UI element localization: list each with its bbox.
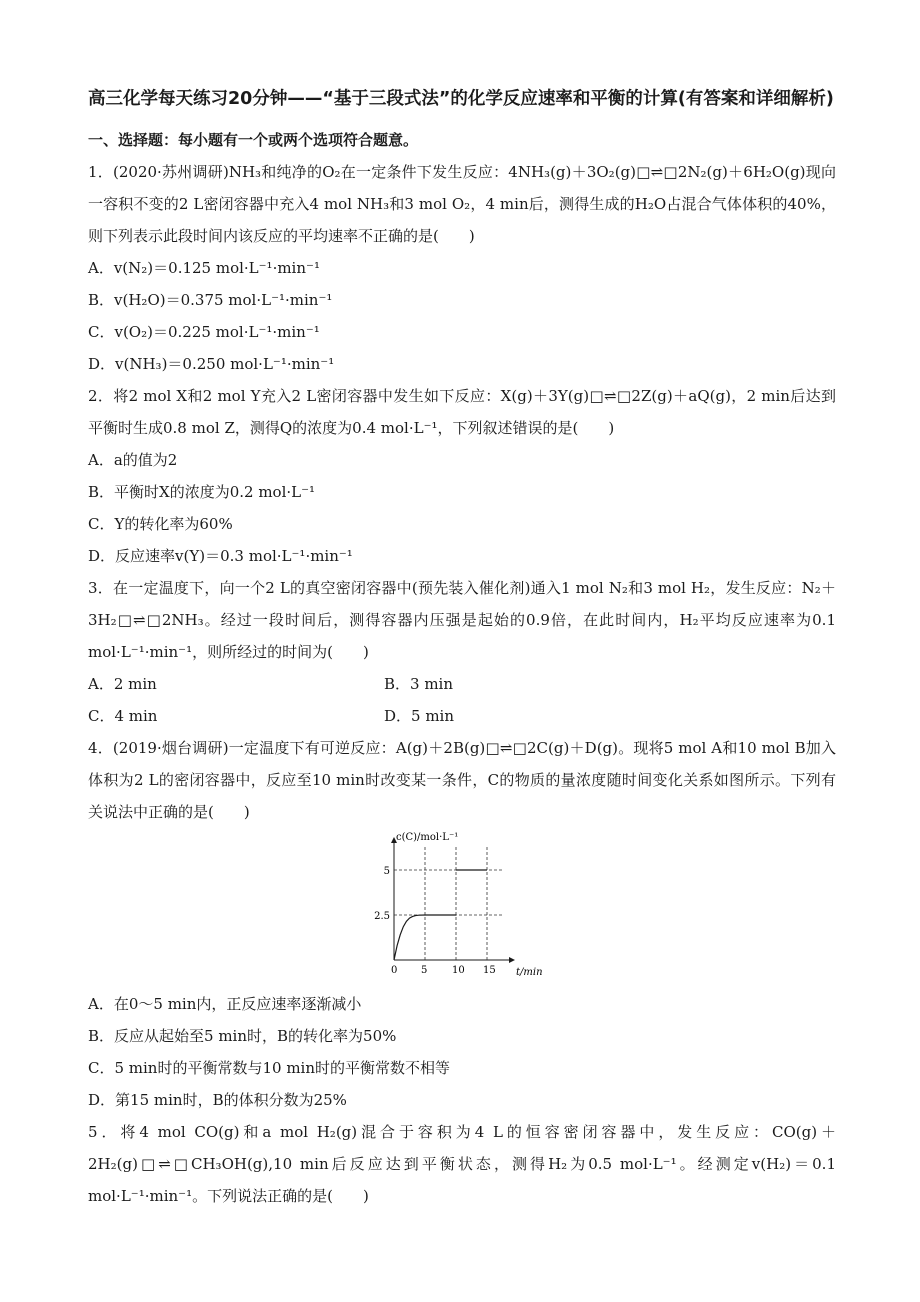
x-tick-label: 15 [483, 965, 496, 976]
question-2-option-b: B．平衡时X的浓度为0.2 mol·L⁻¹ [88, 483, 316, 501]
question-3-option-b: B．3 min [384, 675, 454, 693]
question-3-option-c: C．4 min [88, 707, 158, 725]
question-3-option-d: D．5 min [384, 707, 455, 725]
question-4-stem: 4．(2019·烟台调研)一定温度下有可逆反应：A(g)＋2B(g)□⇌□2C(g)＋D(g)。现将5 mol A和10 mol B加入体积为2 L的密闭容器中，反应至10 min时改变某一条件，C的物质的量浓度随时间变化关系如图所示。下列有关说法中正确的是( ) [88, 739, 836, 821]
y-tick-label: 2.5 [374, 911, 390, 922]
question-3-options-row-1 [88, 668, 836, 700]
question-1-stem: 1．(2020·苏州调研)NH₃和纯净的O₂在一定条件下发生反应：4NH₃(g)＋3O₂(g)□⇌□2N₂(g)＋6H₂O(g)现向一容积不变的2 L密闭容器中充入4 mol NH₃和3 mol O₂，4 min后，测得生成的H₂O占混合气体体积的40%，则下列表示此段时间内该反应的平均速率不正确的是( ) [88, 163, 836, 245]
concentration-chart [366, 832, 556, 980]
question-2-option-d: D．反应速率v(Y)＝0.3 mol·L⁻¹·min⁻¹ [88, 547, 353, 565]
y-axis-label: c(C)/mol·L⁻¹ [396, 832, 459, 843]
x-axis-label: t/min [516, 967, 543, 978]
question-2-option-a: A．a的值为2 [88, 451, 178, 469]
question-1-option-d: D．v(NH₃)＝0.250 mol·L⁻¹·min⁻¹ [88, 355, 335, 373]
question-2-option-c: C．Y的转化率为60% [88, 515, 233, 533]
question-2-stem: 2．将2 mol X和2 mol Y充入2 L密闭容器中发生如下反应：X(g)＋3Y(g)□⇌□2Z(g)＋aQ(g)，2 min后达到平衡时生成0.8 mol Z，测得Q的浓度为0.4 mol·L⁻¹，下列叙述错误的是( ) [88, 387, 836, 437]
question-4-option-d: D．第15 min时，B的体积分数为25% [88, 1091, 347, 1109]
question-4-option-b: B．反应从起始至5 min时，B的转化率为50% [88, 1027, 397, 1045]
concentration-time-figure [88, 828, 836, 988]
question-1-option-b: B．v(H₂O)＝0.375 mol·L⁻¹·min⁻¹ [88, 291, 333, 309]
question-3-option-a: A．2 min [88, 675, 157, 693]
question-3-options-row-2 [88, 700, 836, 732]
question-1-option-c: C．v(O₂)＝0.225 mol·L⁻¹·min⁻¹ [88, 323, 320, 341]
question-5-stem: 5．将4 mol CO(g)和a mol H₂(g)混合于容积为4 L的恒容密闭容器中，发生反应：CO(g)＋2H₂(g)□⇌□CH₃OH(g),10 min后反应达到平衡状态，测得H₂为0.5 mol·L⁻¹。经测定v(H₂)＝0.1 mol·L⁻¹·min⁻¹。下列说法正确的是( ) [88, 1123, 836, 1205]
question-4-option-a: A．在0～5 min内，正反应速率逐渐减小 [88, 995, 362, 1013]
document-title: 高三化学每天练习20分钟——“基于三段式法”的化学反应速率和平衡的计算(有答案和详细解析) [88, 89, 834, 109]
x-tick-label: 10 [452, 965, 465, 976]
question-1-option-a: A．v(N₂)＝0.125 mol·L⁻¹·min⁻¹ [88, 259, 320, 277]
document-page [88, 82, 836, 1212]
y-tick-label: 5 [383, 866, 390, 877]
question-4-option-c: C．5 min时的平衡常数与10 min时的平衡常数不相等 [88, 1059, 451, 1077]
x-tick-label: 0 [391, 965, 398, 976]
section-heading: 一、选择题：每小题有一个或两个选项符合题意。 [88, 131, 419, 149]
question-3-stem: 3．在一定温度下，向一个2 L的真空密闭容器中(预先装入催化剂)通入1 mol N₂和3 mol H₂，发生反应：N₂＋3H₂□⇌□2NH₃。经过一段时间后，测得容器内压强是起始的0.9倍，在此时间内，H₂平均反应速率为0.1 mol·L⁻¹·min⁻¹，则所经过的时间为( ) [88, 579, 836, 661]
x-tick-label: 5 [421, 965, 428, 976]
